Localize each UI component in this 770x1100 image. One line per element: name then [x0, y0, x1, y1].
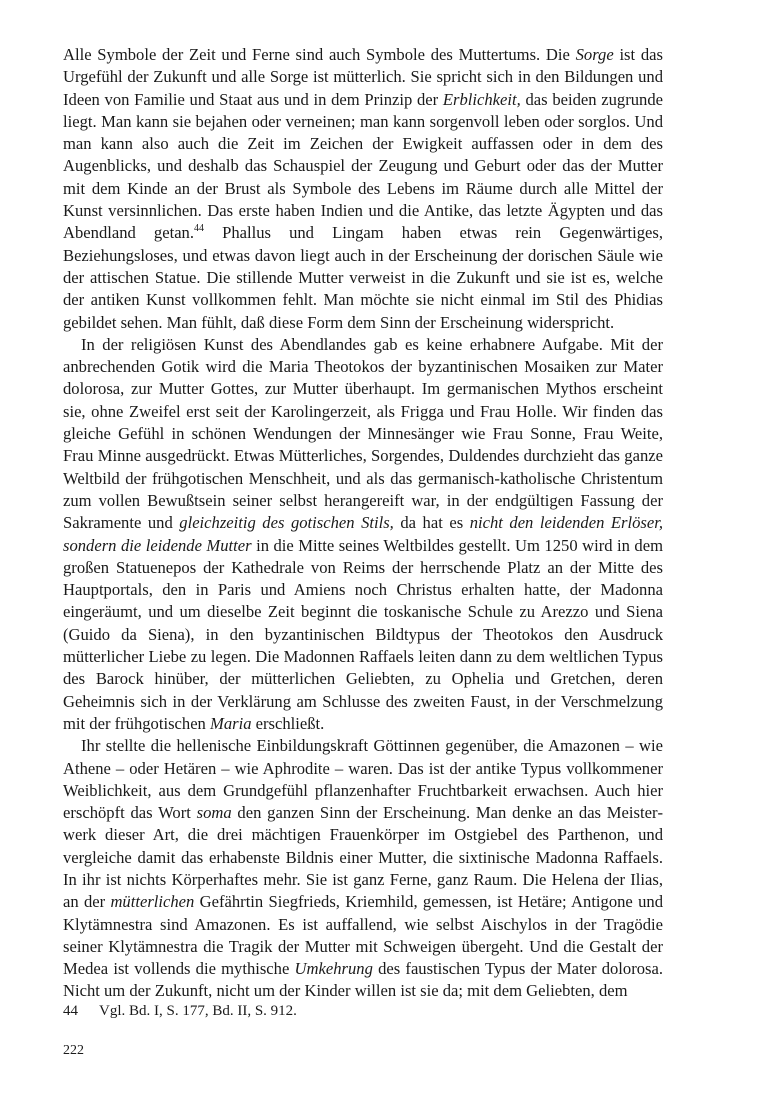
text-run: in die Mitte seines Weltbildes gestellt. Um 1250 wird in dem großen Statuenepos der Kathedrale von Reims der herrschende Platz an der Mitte des Hauptportals, den in Paris und Amiens noch Christus erhalten hatte, der Madonna eingeräumt, und um dieselbe Zeit beginnt die toskanische Schule zu Arezzo und Siena (Guido da Siena), in den byzantinischen Bildtypus der Theotokos den Ausdruck mütterlicher Liebe zu legen. Die Madonnen Raffaels leiten dann zu dem weltlichen Typus des Barock hinüber, der mütterlichen Geliebten, zu Ophelia und Gretchen, deren Geheimnis sich in der Verklärung am Schlusse des zweiten Faust, in der Verschmelzung mit der frühgotischen	[63, 535, 663, 733]
emphasis: gleichzeitig des gotischen Stils,	[179, 513, 394, 533]
emphasis: mütterlichen	[110, 892, 195, 912]
paragraph-3	[63, 735, 663, 1003]
text-run: des faustischen Typus der Mater dolorosa. Nicht um der Zukunft, nicht um der Kinder willen ist sie da; mit dem Geliebten, dem	[63, 959, 663, 1001]
text-run: das beiden zugrunde liegt. Man kann sie bejahen oder verneinen; man kann sorgenvoll leben oder sorglos. Und man kann also auch die Zeit im Zeichen der Ewigkeit auffassen oder in dem des Augenblicks, und deshalb das Schauspiel der Zeugung und Geburt oder das der Mutter mit dem Kinde an der Brust als Symbole des Lebens im Räume durch alle Mittel der Kunst versinnlichen. Das erste haben Indien und die Antike, das letzte Ägypten und das Abendland getan.	[63, 89, 663, 243]
footnote-ref: 44	[194, 223, 204, 235]
emphasis: nicht den leidenden Erlöser, sondern die leidende Mutter	[63, 513, 664, 555]
footnote	[63, 1001, 663, 1021]
text-run: Ihr stellte die hellenische Einbildungskraft Göttinnen gegenüber, die Amazonen – wie Athene – oder Hetären – wie Aphrodite – waren. Das ist der antike Typus vollkommener Weiblichkeit, aus dem Grundgefühl pflanzenhafter Fruchtbarkeit erwachsen. Auch hier erschöpft das Wort	[63, 736, 663, 823]
emphasis: Umkehrung	[294, 959, 373, 979]
text-run: Phallus und Lingam haben etwas rein Gegenwärtiges, Beziehungsloses, und etwas davon liegt auch in der Erscheinung der dorischen Säule wie der attischen Statue. Die stillende Mutter verweist in die Zukunft und sie ist es, welche der antiken Kunst vollkommen fehlt. Man möchte sie nicht einmal im Stil des Phidias gebildet sehen. Man fühlt, daß diese Form dem Sinn der Erscheinung widerspricht.	[63, 223, 663, 332]
text-run: den ganzen Sinn der Erscheinung. Man denke an das Meisterwerk dieser Art, die drei mächtigen Frauenkörper im Ostgiebel des Parthenon, und vergleiche damit das erhabenste Bildnis einer Mutter, die sixtinische Madonna Raffaels. In ihr ist nichts Körperhaftes mehr. Sie ist ganz Ferne, ganz Raum. Die Helena der Ilias, an der	[63, 803, 663, 912]
emphasis: Sorge	[575, 45, 614, 64]
emphasis: Erblichkeit,	[442, 89, 521, 109]
page-number: 222	[63, 1043, 84, 1058]
text-run: Alle Symbole der Zeit und Ferne sind auch Symbole des Muttertums. Die	[63, 45, 576, 64]
paragraph-2	[63, 334, 663, 735]
paragraph-1	[63, 44, 663, 334]
text-run: ist das Urgefühl der Zukunft und alle Sorge ist mütterlich. Sie spricht sich in den Bildungen und Ideen von Familie und Staat aus und in dem Prinzip der	[63, 45, 663, 109]
footnote-number: 44	[63, 1003, 78, 1019]
text-run: Gefährtin Siegfrieds, Kriemhild, gemessen, ist Hetäre; Antigone und Klytämnestra sind Amazonen. Es ist auffallend, wie selbst Aischylos in der Tragödie seiner Klytämnestra die Tragik der Mutter mit Schweigen übergeht. Und die Gestalt der Medea ist vollends die mythische	[63, 892, 663, 979]
body-text	[63, 44, 663, 1003]
footnote-text: Vgl. Bd. I, S. 177, Bd. II, S. 912.	[99, 1003, 297, 1019]
emphasis: Maria	[210, 713, 252, 733]
text-run: In der religiösen Kunst des Abendlandes gab es keine erhabnere Aufgabe. Mit der anbrechenden Gotik wird die Maria Theotokos der byzantinischen Mosaiken zur Mater dolorosa, zur Mutter Gottes, zur Mutter überhaupt. Im germanischen Mythos erscheint sie, ohne Zweifel erst seit der Karolingerzeit, als Frigga und Frau Holle. Wir finden das gleiche Gefühl in schönen Wendungen der Minnesänger wie Frau Sonne, Frau Weite, Frau Minne ausgedrückt. Etwas Mütterliches, Sorgendes, Duldendes durchzieht das ganze Weltbild der frühgotischen Menschheit, und als das germanisch-katholische Christentum zum vollen Bewußtsein seiner selbst herangereift war, in der endgültigen Fassung der Sakramente und	[63, 334, 663, 533]
text-run: da hat es	[393, 513, 470, 533]
text-run: erschließt.	[251, 713, 325, 733]
emphasis: soma	[196, 803, 232, 823]
